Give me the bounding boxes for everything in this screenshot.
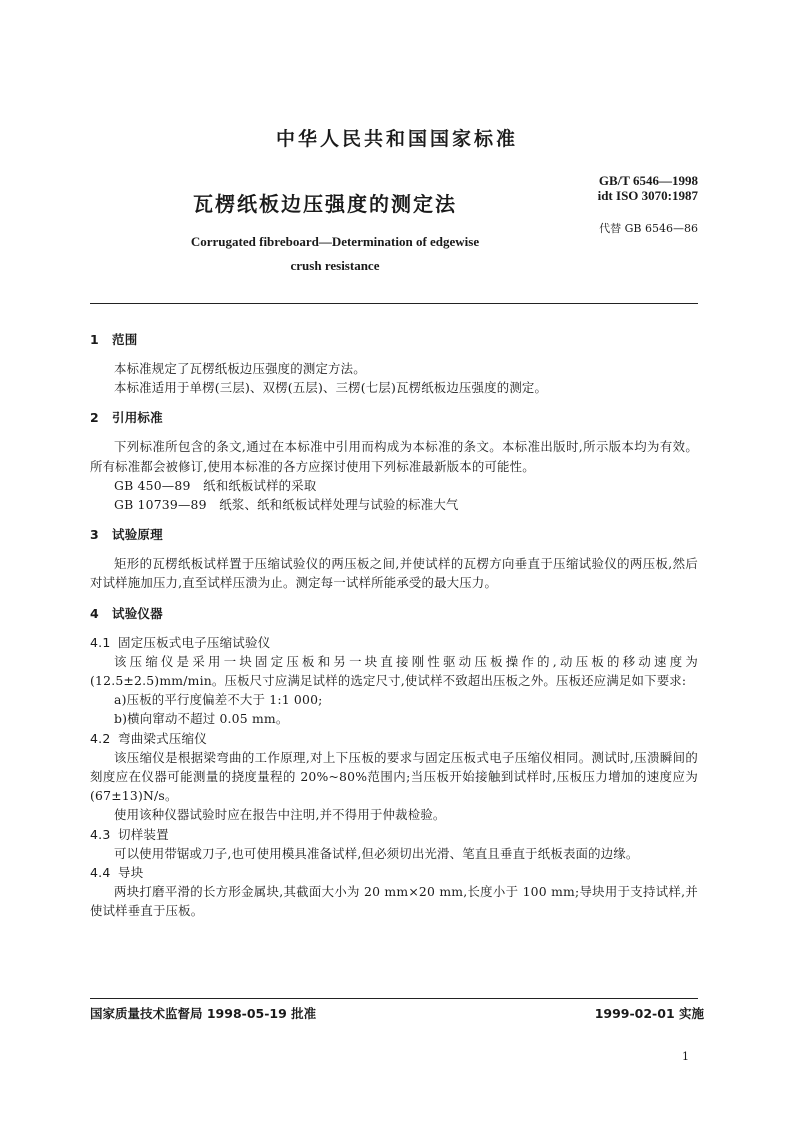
subsection-heading [90,729,698,748]
paragraph: 矩形的瓦楞纸板试样置于压缩试验仪的两压板之间,并使试样的瓦楞方向垂直于压缩试验仪的两压板,然后对试样施加压力,直至试样压溃为止。测定每一试样所能承受的最大压力。 [90,556,698,591]
national-standard-label: 中华人民共和国国家标准 [275,128,518,150]
section-heading [90,604,698,623]
standard-number: GB/T 6546—1998 [598,173,698,188]
paragraph: 两块打磨平滑的长方形金属块,其截面大小为 20 mm×20 mm,长度小于 100 mm;导块用于支持试样,并使试样垂直于压板。 [90,884,698,919]
paragraph: 可以使用带锯或刀子,也可使用模具准备试样,但必须切出光滑、笔直且垂直于纸板表面的边缘。 [114,845,639,861]
document-title-cn: 瓦楞纸板边压强度的测定法 [193,192,457,216]
paragraph: 本标准规定了瓦楞纸板边压强度的测定方法。 [114,361,366,376]
section-title: 试验原理 [112,527,163,543]
subsection-number: 4.2 [90,730,111,746]
subsection-number: 4.3 [90,826,111,842]
reference-item: GB 10739—89 纸浆、纸和纸板试样处理与试验的标准大气 [114,497,459,513]
section-heading [90,408,698,427]
subsection-heading [90,633,698,652]
replaces-note: 代替 GB 6546—86 [599,222,698,235]
section-title: 范围 [112,332,138,347]
subsection-heading [90,863,698,882]
subsection-number: 4.4 [90,865,111,881]
section-3-principle [90,525,698,592]
section-1-scope [90,330,698,397]
section-title: 试验仪器 [112,605,163,621]
subsection-title: 导块 [118,865,144,881]
section-2-references [90,408,698,514]
document-body [90,330,698,932]
list-item: b)横向窜动不超过 0.05 mm。 [114,711,289,727]
section-heading [90,330,698,349]
section-number: 4 [90,605,99,621]
approval-date: 国家质量技术监督局 1998-05-19 批准 [90,1006,317,1021]
paragraph: 该压缩仪是根据梁弯曲的工作原理,对上下压板的要求与固定压板式电子压缩仪相同。测试时,压溃瞬间的刻度应在仪器可能测量的挠度量程的 20%~80%范围内;当压板开始接触到试样时,压板压力增加的速度应为(67±13)N/s。 [90,749,698,804]
section-number: 2 [90,410,99,426]
implementation-date: 1999-02-01 实施 [594,1006,704,1021]
page-number: 1 [682,1050,689,1063]
subsection-heading [90,825,698,844]
section-number: 3 [90,527,99,543]
subsection-title: 弯曲梁式压缩仪 [118,730,207,746]
list-item: a)压板的平行度偏差不大于 1:1 000; [114,692,323,708]
section-number: 1 [90,332,99,347]
header-divider [90,303,698,304]
document-title-en: Corrugated fibreboard—Determination of edgewise crush resistance [190,234,480,273]
standard-number-block [598,173,698,203]
subsection-number: 4.1 [90,634,111,650]
reference-item: GB 450—89 纸和纸板试样的采取 [114,477,317,493]
section-heading [90,525,698,544]
paragraph: 本标准适用于单楞(三层)、双楞(五层)、三楞(七层)瓦楞纸板边压强度的测定。 [114,380,548,396]
footer-divider [90,998,698,999]
idt-reference: idt ISO 3070:1987 [597,188,698,203]
subsection-title: 固定压板式电子压缩试验仪 [118,634,271,650]
paragraph: 使用该种仪器试验时应在报告中注明,并不得用于仲裁检验。 [114,807,446,823]
section-title: 引用标准 [112,410,163,426]
paragraph: 该压缩仪是采用一块固定压板和另一块直接刚性驱动压板操作的,动压板的移动速度为(12.5±2.5)mm/min。压板尺寸应满足试样的选定尺寸,使试样不致超出压板之外。压板还应满足如下要求: [90,653,698,689]
section-4-apparatus [90,604,698,921]
paragraph: 下列标准所包含的条文,通过在本标准中引用而构成为本标准的条文。本标准出版时,所示版本均为有效。所有标准都会被修订,使用本标准的各方应探讨使用下列标准最新版本的可能性。 [90,439,698,474]
subsection-title: 切样装置 [118,826,169,842]
